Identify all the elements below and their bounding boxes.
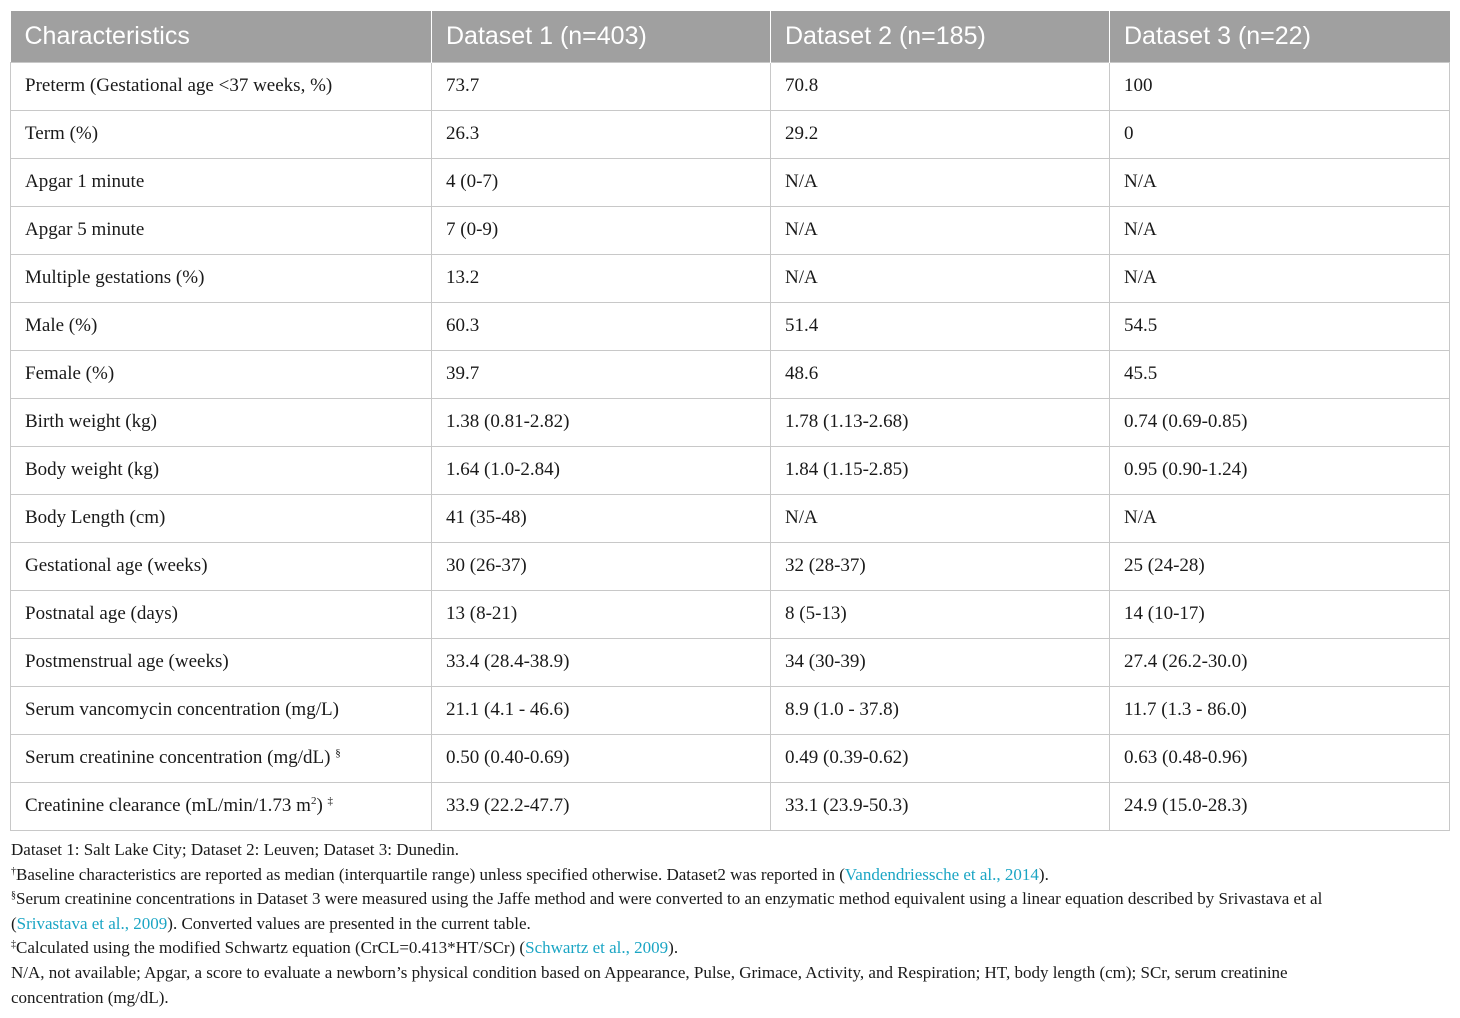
row-label: Apgar 1 minute	[11, 158, 432, 206]
table-footnotes	[11, 838, 1451, 1010]
table-header-row	[11, 11, 1450, 62]
dataset-3-value: N/A	[1110, 206, 1450, 254]
dataset-1-value: 33.4 (28.4-38.9)	[432, 638, 771, 686]
table-row	[11, 254, 1450, 302]
dataset-2-value: N/A	[771, 494, 1110, 542]
footnote-text-end: ). Converted values are presented in the current table.	[167, 913, 531, 933]
dataset-2-value: 0.49 (0.39-0.62)	[771, 734, 1110, 782]
header-dataset-3: Dataset 3 (n=22)	[1110, 11, 1450, 62]
table-row	[11, 206, 1450, 254]
superscript-squared: 2	[310, 795, 317, 807]
characteristics-table	[10, 11, 1450, 831]
row-label: Birth weight (kg)	[11, 398, 432, 446]
dataset-3-value: 0.95 (0.90-1.24)	[1110, 446, 1450, 494]
dataset-3-value: 0.74 (0.69-0.85)	[1110, 398, 1450, 446]
footnote-text-end: ).	[668, 938, 679, 958]
dataset-3-value: 14 (10-17)	[1110, 590, 1450, 638]
dataset-2-value: 29.2	[771, 110, 1110, 158]
dataset-3-value: 0.63 (0.48-0.96)	[1110, 734, 1450, 782]
table-row	[11, 62, 1450, 110]
dataset-1-value: 41 (35-48)	[432, 494, 771, 542]
citation-link-schwartz[interactable]: Schwartz et al., 2009	[525, 938, 669, 958]
header-characteristics: Characteristics	[11, 11, 432, 62]
footnote-text-open: (	[11, 913, 17, 933]
footnote-text: Calculated using the modified Schwartz equation (CrCL=0.413*HT/SCr) (	[16, 938, 526, 958]
row-label: Postmenstrual age (weeks)	[11, 638, 432, 686]
dataset-2-value: 33.1 (23.9-50.3)	[771, 782, 1110, 830]
dataset-2-value: 34 (30-39)	[771, 638, 1110, 686]
table-row	[11, 446, 1450, 494]
dataset-2-value: N/A	[771, 206, 1110, 254]
footnote-text: N/A, not available; Apgar, a score to evaluate a newborn’s physical condition based on Appearance, Pulse, Grimace, Activity, and Respiration; HT, body length (cm); SCr, serum creatinine	[11, 962, 1288, 982]
footnote-text-cont: concentration (mg/dL).	[11, 987, 169, 1007]
footnote-baseline	[11, 863, 1451, 888]
footnote-marker: ‡	[11, 939, 16, 951]
dataset-3-value: 45.5	[1110, 350, 1450, 398]
dataset-1-value: 30 (26-37)	[432, 542, 771, 590]
dataset-3-value: 24.9 (15.0-28.3)	[1110, 782, 1450, 830]
citation-link-vandendriessche[interactable]: Vandendriessche et al., 2014	[844, 864, 1039, 884]
dataset-3-value: N/A	[1110, 254, 1450, 302]
table-row	[11, 782, 1450, 830]
row-label-cell	[11, 734, 432, 782]
footnote-text: Serum creatinine concentrations in Dataset 3 were measured using the Jaffe method and were converted to an enzymatic method equivalent using a linear equation described by Srivastava et al	[16, 889, 1323, 909]
citation-link-srivastava[interactable]: Srivastava et al., 2009	[16, 913, 168, 933]
dataset-3-value: 11.7 (1.3 - 86.0)	[1110, 686, 1450, 734]
footnote-datasets: Dataset 1: Salt Lake City; Dataset 2: Leuven; Dataset 3: Dunedin.	[11, 840, 460, 859]
table-row	[11, 110, 1450, 158]
table-row	[11, 734, 1450, 782]
dataset-1-value: 73.7	[432, 62, 771, 110]
dataset-1-value: 13.2	[432, 254, 771, 302]
dataset-3-value: 25 (24-28)	[1110, 542, 1450, 590]
dataset-1-value: 13 (8-21)	[432, 590, 771, 638]
row-label: Body Length (cm)	[11, 494, 432, 542]
row-label-end: )	[316, 795, 323, 816]
table-row	[11, 638, 1450, 686]
row-label: Body weight (kg)	[11, 446, 432, 494]
header-dataset-1: Dataset 1 (n=403)	[432, 11, 771, 62]
table-row	[11, 302, 1450, 350]
row-label: Female (%)	[11, 350, 432, 398]
row-label: Preterm (Gestational age <37 weeks, %)	[11, 62, 432, 110]
dataset-1-value: 26.3	[432, 110, 771, 158]
dataset-3-value: 54.5	[1110, 302, 1450, 350]
row-label: Male (%)	[11, 302, 432, 350]
row-label: Term (%)	[11, 110, 432, 158]
characteristics-table-container	[10, 11, 1449, 831]
footnote-schwartz	[11, 936, 1451, 961]
dataset-1-value: 33.9 (22.2-47.7)	[432, 782, 771, 830]
dataset-3-value: 0	[1110, 110, 1450, 158]
row-label: Apgar 5 minute	[11, 206, 432, 254]
dataset-2-value: 48.6	[771, 350, 1110, 398]
dataset-1-value: 0.50 (0.40-0.69)	[432, 734, 771, 782]
footnote-marker: §	[11, 890, 16, 902]
row-label: Serum creatinine concentration (mg/dL)	[25, 747, 331, 768]
footnote-marker: ‡	[327, 795, 334, 807]
row-label-cell	[11, 782, 432, 830]
table-row	[11, 350, 1450, 398]
footnote-text: Baseline characteristics are reported as median (interquartile range) unless specified otherwise. Dataset2 was reported in (	[16, 864, 845, 884]
dataset-3-value: N/A	[1110, 494, 1450, 542]
table-row	[11, 542, 1450, 590]
dataset-2-value: 8 (5-13)	[771, 590, 1110, 638]
dataset-2-value: 70.8	[771, 62, 1110, 110]
dataset-3-value: 27.4 (26.2-30.0)	[1110, 638, 1450, 686]
dataset-1-value: 60.3	[432, 302, 771, 350]
dataset-3-value: N/A	[1110, 158, 1450, 206]
footnote-text-end: ).	[1038, 864, 1049, 884]
footnote-creatinine	[11, 887, 1451, 936]
row-label: Serum vancomycin concentration (mg/L)	[11, 686, 432, 734]
dataset-2-value: N/A	[771, 254, 1110, 302]
dataset-2-value: 51.4	[771, 302, 1110, 350]
row-label: Multiple gestations (%)	[11, 254, 432, 302]
row-label: Postnatal age (days)	[11, 590, 432, 638]
dataset-1-value: 21.1 (4.1 - 46.6)	[432, 686, 771, 734]
dataset-1-value: 1.38 (0.81-2.82)	[432, 398, 771, 446]
dataset-2-value: 32 (28-37)	[771, 542, 1110, 590]
table-row	[11, 158, 1450, 206]
row-label: Creatinine clearance (mL/min/1.73 m	[25, 795, 311, 816]
table-row	[11, 494, 1450, 542]
dataset-1-value: 1.64 (1.0-2.84)	[432, 446, 771, 494]
dataset-1-value: 39.7	[432, 350, 771, 398]
footnote-marker: †	[11, 865, 16, 877]
dataset-3-value: 100	[1110, 62, 1450, 110]
dataset-2-value: 1.84 (1.15-2.85)	[771, 446, 1110, 494]
header-dataset-2: Dataset 2 (n=185)	[771, 11, 1110, 62]
footnote-marker: §	[335, 747, 341, 759]
dataset-2-value: 1.78 (1.13-2.68)	[771, 398, 1110, 446]
table-row	[11, 686, 1450, 734]
footnote-abbreviations	[11, 961, 1451, 1010]
table-row	[11, 590, 1450, 638]
table-row	[11, 398, 1450, 446]
dataset-1-value: 4 (0-7)	[432, 158, 771, 206]
dataset-1-value: 7 (0-9)	[432, 206, 771, 254]
dataset-2-value: N/A	[771, 158, 1110, 206]
dataset-2-value: 8.9 (1.0 - 37.8)	[771, 686, 1110, 734]
row-label: Gestational age (weeks)	[11, 542, 432, 590]
